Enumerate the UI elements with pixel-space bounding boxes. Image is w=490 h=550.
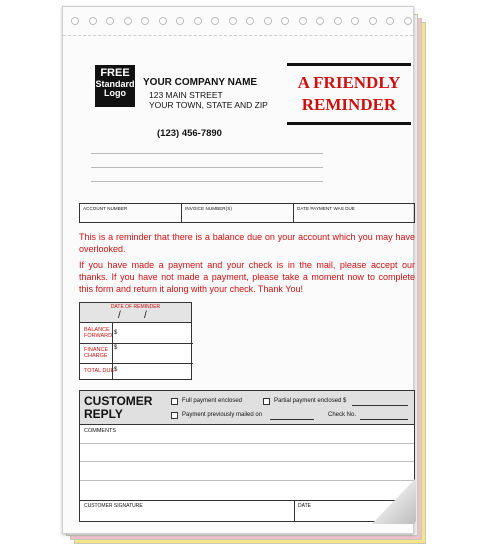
sprocket-hole (299, 17, 307, 25)
sprocket-hole (316, 17, 324, 25)
banner-line-2: REMINDER (301, 95, 397, 114)
partial-payment-label: Partial payment enclosed $ (274, 398, 347, 404)
date-payment-due-field[interactable] (294, 204, 414, 222)
company-address-city: YOUR TOWN, STATE AND ZIP (149, 100, 268, 110)
invoice-number-field[interactable] (182, 204, 294, 222)
comments-line-3[interactable] (80, 480, 414, 481)
balance-forward-currency: $ (114, 330, 118, 336)
reminder-summary-box (79, 302, 192, 380)
total-due-currency: $ (114, 367, 118, 373)
previously-mailed-checkbox[interactable] (171, 412, 178, 419)
customer-reply-title-line-2: REPLY (84, 407, 123, 421)
full-payment-label: Full payment enclosed (182, 398, 243, 404)
total-due-label: TOTAL DUE (84, 368, 115, 374)
sprocket-hole (369, 17, 377, 25)
signature-row (80, 500, 414, 521)
partial-payment-amount-field[interactable] (352, 405, 408, 406)
invoice-number-label: INVOICE NUMBER(S) (185, 206, 232, 211)
sprocket-hole (176, 17, 184, 25)
balance-forward-row[interactable] (80, 323, 193, 343)
customer-reply-title (84, 395, 152, 421)
reminder-message-paragraph-2: If you have made a payment and your check is in the mail, please accept our thanks. If you have not made a payment, please take a moment now to complete this form and return it along with your check. Thank You! (79, 260, 415, 294)
sprocket-hole (124, 17, 132, 25)
customer-address-line-3[interactable] (91, 181, 323, 182)
comments-line-2[interactable] (80, 461, 414, 462)
check-number-field[interactable] (360, 419, 408, 420)
friendly-reminder-banner (287, 63, 411, 125)
account-number-label: ACCOUNT NUMBER (83, 206, 128, 211)
sprocket-hole (351, 17, 359, 25)
previously-mailed-label: Payment previously mailed on (182, 412, 263, 418)
full-payment-checkbox[interactable] (171, 398, 178, 405)
sprocket-hole (141, 17, 149, 25)
sprocket-hole (194, 17, 202, 25)
sprocket-hole (229, 17, 237, 25)
balance-forward-label-line-2: FORWARD (84, 333, 113, 339)
sprocket-hole (71, 17, 79, 25)
date-of-reminder-header[interactable] (80, 303, 191, 323)
sprocket-hole (159, 17, 167, 25)
sprocket-hole (211, 17, 219, 25)
sprocket-hole (106, 17, 114, 25)
sprocket-hole (281, 17, 289, 25)
account-number-field[interactable] (80, 204, 182, 222)
sprocket-hole (386, 17, 394, 25)
customer-address-line-1[interactable] (91, 153, 323, 154)
date-payment-due-label: DATE PAYMENT WAS DUE (297, 206, 356, 211)
balance-forward-label-line-1: BALANCE (84, 327, 110, 333)
sprocket-hole (246, 17, 254, 25)
logo-text-logo: Logo (104, 87, 126, 98)
banner-line-1: A FRIENDLY (297, 73, 401, 92)
finance-charge-currency: $ (114, 345, 118, 351)
comments-line-1[interactable] (80, 443, 414, 444)
customer-address-line-2[interactable] (91, 167, 323, 168)
customer-reply-section (79, 390, 415, 522)
date-separator-1: / (118, 310, 121, 321)
signature-date-divider (294, 501, 295, 522)
sprocket-hole (89, 17, 97, 25)
total-due-row[interactable] (80, 363, 193, 380)
logo-text-standard: Standard (95, 78, 135, 89)
reminder-form-sheet (62, 6, 414, 534)
reminder-message-paragraph-1: This is a reminder that there is a balance due on your account which you may have overlooked. (79, 232, 415, 254)
customer-reply-title-line-1: CUSTOMER (84, 394, 153, 408)
finance-charge-label-line-1: FINANCE (84, 347, 109, 353)
partial-payment-checkbox[interactable] (263, 398, 270, 405)
logo-text-free: FREE (100, 67, 130, 79)
date-of-reminder-label: DATE OF REMINDER (110, 304, 161, 310)
date-separator-2: / (144, 310, 147, 321)
company-phone: (123) 456-7890 (157, 128, 222, 139)
company-address-street: 123 MAIN STREET (149, 90, 223, 100)
check-number-label: Check No. (328, 412, 357, 418)
company-name: YOUR COMPANY NAME (143, 77, 258, 88)
previously-mailed-date-field[interactable] (270, 419, 314, 420)
sprocket-hole (334, 17, 342, 25)
sprocket-hole (404, 17, 412, 25)
company-logo (95, 65, 135, 107)
perforation-line (63, 35, 413, 36)
finance-charge-row[interactable] (80, 343, 193, 363)
sprocket-hole (264, 17, 272, 25)
date-label: DATE (298, 503, 311, 509)
finance-charge-label-line-2: CHARGE (84, 353, 108, 359)
customer-reply-header (80, 391, 414, 425)
account-info-row (79, 203, 415, 223)
customer-signature-label: CUSTOMER SIGNATURE (84, 503, 143, 509)
comments-label: COMMENTS (84, 428, 117, 434)
